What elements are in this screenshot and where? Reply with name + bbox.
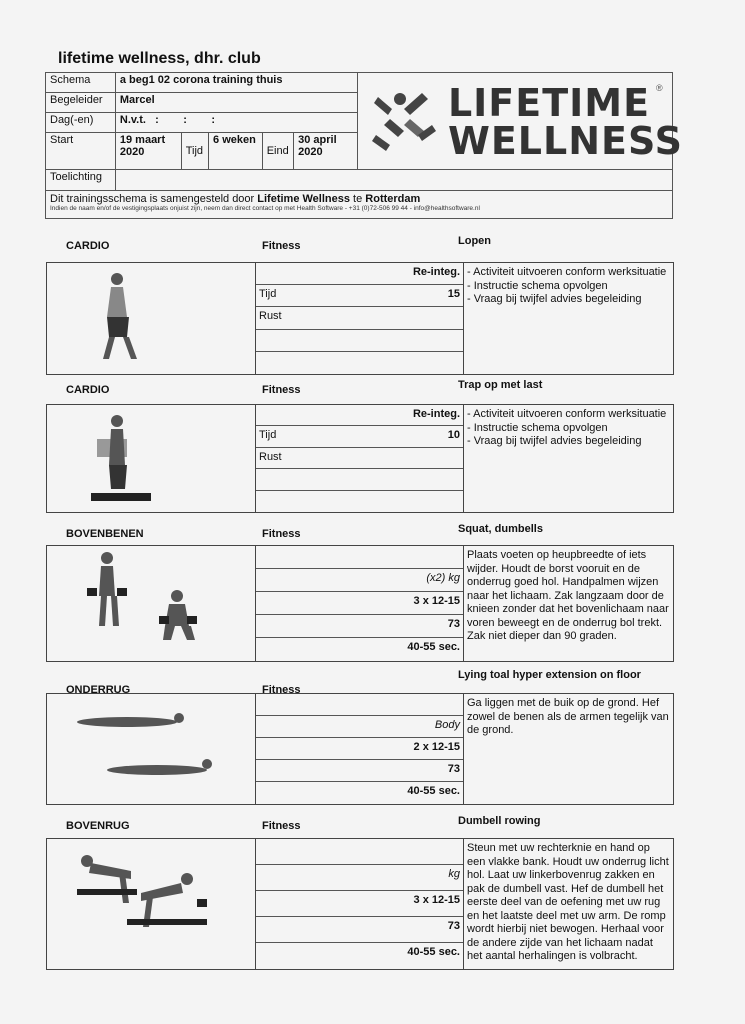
logo-cell [357,73,684,170]
dagen-label: Dag(-en) [46,113,116,133]
parameter-value: 15 [447,288,460,301]
parameter-value: 40-55 sec. [407,785,460,797]
logo-line2: WELLNESS [447,119,684,163]
parameter-row [256,716,463,738]
section-type: Fitness [262,820,301,832]
parameter-rows [256,263,464,374]
parameter-rows [256,405,464,512]
parameter-row [256,615,463,638]
parameter-row [256,263,463,285]
exercise-description: Steun met uw rechterknie en hand op een vlakke bank. Houdt uw onderrug licht hol. Laat uw linkerbovenrug zakken en pak de dumbell vast. Hef de dumbell het eerste deel van de oefening met uw rug en het laatste deel met uw arm. De romp wordt hierbij niet bewogen. Herhaal voor de andere zijde van het lichaam nadat het aantal herhalingen is volbracht. [467,842,669,962]
parameter-row [256,917,463,943]
parameter-label: Tijd [259,429,277,442]
section-exercise: Squat, dumbells [458,523,543,535]
parameter-value: (x2) kg [426,572,460,584]
parameter-row [256,569,463,592]
parameter-value: 2 x 12-15 [413,741,460,753]
exercise-illustration [47,839,256,969]
parameter-row [256,592,463,615]
section-type: Fitness [262,384,301,396]
parameter-rows [256,839,464,969]
parameter-row [256,330,463,352]
parameter-value: Re-integ. [412,408,460,420]
exercise-box [46,838,674,970]
begeleider-value: Marcel [115,92,357,113]
start-label: Start [46,132,116,169]
parameter-row [256,760,463,782]
logo-mark-icon [370,87,440,155]
parameter-row [256,491,463,512]
section-category: CARDIO [66,384,110,396]
parameter-row [256,426,463,447]
parameter-row [256,469,463,490]
parameter-value: 3 x 12-15 [413,595,460,607]
parameter-row [256,285,463,307]
dagen-value: N.v.t. : : : [115,113,357,133]
parameter-label: Rust [259,310,282,323]
parameter-value: 10 [447,429,460,442]
parameter-row [256,943,463,969]
parameter-row [256,352,463,374]
section-exercise: Trap op met last [458,379,543,391]
tijd-value: 6 weken [209,132,263,169]
section-type: Fitness [262,528,301,540]
section-exercise: Dumbell rowing [458,815,541,827]
section-category: CARDIO [66,240,110,252]
parameter-label: Rust [259,450,282,463]
parameter-row [256,448,463,469]
parameter-value: kg [448,868,460,880]
footer-city: Rotterdam [365,193,421,205]
parameter-row [256,307,463,329]
section-category: BOVENBENEN [66,528,144,540]
begeleider-label: Begeleider [46,92,116,113]
parameter-row [256,738,463,760]
toelichting-label: Toelichting [46,170,116,191]
schema-header-table [45,72,684,219]
footer-mid: te [349,193,366,205]
parameter-row [256,405,463,426]
logo-line1: LIFETIME [447,81,651,125]
exercise-description: Plaats voeten op heupbreedte of iets wijder. Houdt de borst vooruit en de onderrug goed hol. Handpalmen wijzen naar het lichaam. Zak langzaam door de knieen zonder dat het bovenlichaam naar voren beweegt en de onderrug bol trekt. Zak niet dieper dan 90 graden. [467,549,669,642]
parameter-row [256,839,463,865]
parameter-row [256,638,463,661]
parameter-value: 73 [447,763,460,775]
footer-line [50,193,668,205]
toelichting-value [115,170,672,191]
schema-value: a beg1 02 corona training thuis [115,73,357,93]
section-exercise: Lopen [458,235,491,247]
exercise-description: Ga liggen met de buik op de grond. Hef zowel de benen als de armen tegelijk van de grond. [467,697,669,736]
exercise-box [46,545,674,662]
parameter-rows [256,694,464,804]
parameter-row [256,782,463,804]
parameter-row [256,891,463,917]
document-title: lifetime wellness, dhr. club [58,50,261,67]
eind-value: 30 april 2020 [294,132,358,169]
exercise-box [46,693,674,805]
parameter-rows [256,546,464,661]
parameter-value: 40-55 sec. [407,641,460,653]
section-exercise: Lying toal hyper extension on floor [458,669,641,681]
parameter-value: 73 [447,920,460,932]
parameter-row [256,546,463,569]
exercise-description: - Activiteit uitvoeren conform werksituatie - Instructie schema opvolgen - Vraag bij twijfel advies begeleiding [467,408,667,447]
section-type: Fitness [262,684,301,696]
parameter-row [256,865,463,891]
footer-pre: Dit trainingsschema is samengesteld door [50,193,258,205]
parameter-value: Body [434,719,460,731]
footer-small: Indien de naam en/of de vestigingsplaats onjuist zijn, neem dan direct contact op met Health Software - +31 (0)72-506 99 44 - info@healthsoftware.nl [50,205,480,212]
section-category: BOVENRUG [66,820,130,832]
parameter-value: 73 [447,618,460,630]
parameter-row [256,694,463,716]
exercise-box [46,404,674,513]
exercise-illustration [47,263,256,374]
start-value: 19 maart 2020 [115,132,181,169]
eind-label: Eind [262,132,293,169]
logo-registered: ® [655,83,663,93]
section-category: ONDERRUG [66,684,131,696]
parameter-value: 40-55 sec. [407,946,460,958]
schema-label: Schema [46,73,116,93]
parameter-value: 3 x 12-15 [413,894,460,906]
parameter-label: Tijd [259,288,277,301]
exercise-illustration [47,546,256,661]
footer-brand: Lifetime Wellness [257,193,350,205]
exercise-illustration [47,694,256,804]
exercise-description: - Activiteit uitvoeren conform werksituatie - Instructie schema opvolgen - Vraag bij twijfel advies begeleiding [467,266,667,305]
tijd-label: Tijd [181,132,208,169]
parameter-value: Re-integ. [412,266,460,278]
exercise-illustration [47,405,256,512]
exercise-box [46,262,674,375]
section-type: Fitness [262,240,301,252]
